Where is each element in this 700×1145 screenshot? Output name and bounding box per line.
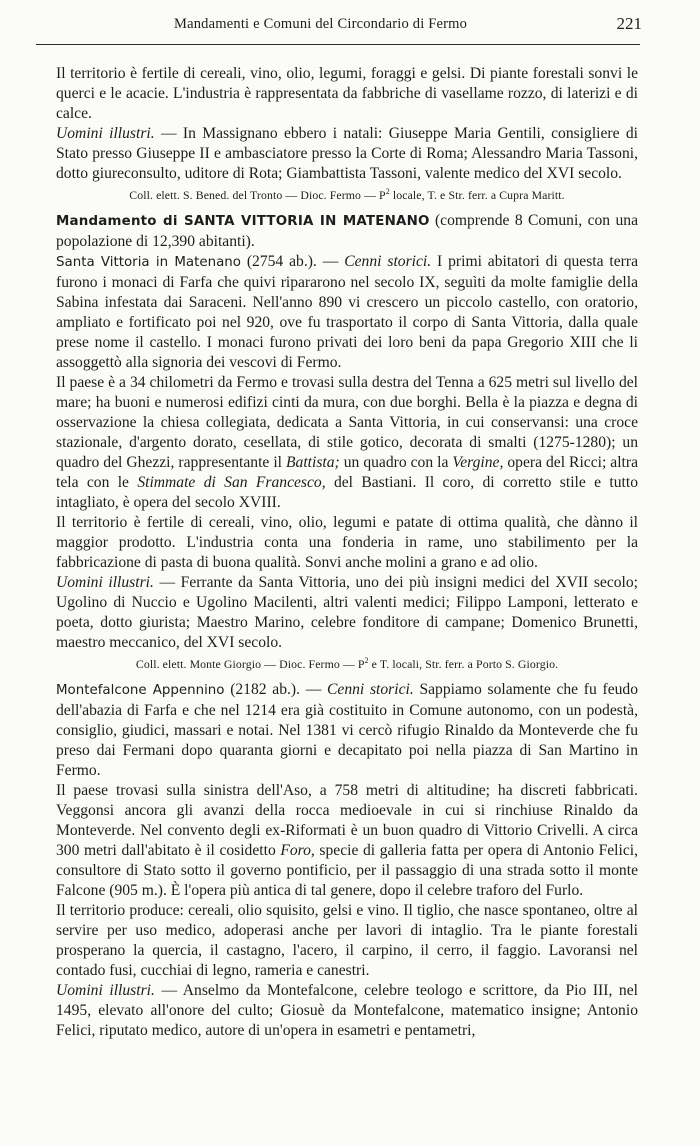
page-number: 221 (616, 14, 642, 33)
massignano-illustri: Uomini illustri. — In Massignano ebbero i natali: Giuseppe Maria Gentili, consigliere di Stato presso Giuseppe II e ambasciatore presso la Corte di Roma; Alessandro Maria Tassoni, dotto giureconsulto, uditore di Rota; Giambattista Tassoni, valente medico del XVI secolo. (56, 125, 638, 182)
page-body (56, 64, 638, 1041)
santa-vittoria-note: Coll. elett. Monte Giorgio — Dioc. Fermo — $P^2$ e T. locali, Str. ferr. a Porto S. Giorgio. (135, 656, 559, 671)
montefalcone-territorio: Il territorio produce: cereali, olio squisito, gelsi e vino. Il tiglio, che nasce spontaneo, oltre al servire per uso medico, adoperasi anche per lavori di intaglio. Tra le piante forestali prosperano la quercia, il castagno, l'acero, il carpino, il cerro, il faggio. Lavoransi nel contado fusi, cucchiai di legno, rameria e canestri. (56, 902, 638, 979)
montefalcone-paese: Il paese trovasi sulla sinistra dell'Aso, a 758 metri di altitudine; ha discreti fabbricati. Veggonsi ancora gli avanzi della rocca medioevale in cui si rinchiuse Rinaldo da Monteverde. Nel convento degli ex-Riformati è un buon quadro di Vittorio Crivelli. A circa 300 metri dall'abitato è il cosidetto Foro, specie di galleria fatta per opera di Antonio Felici, consultore di Stato sotto il governo pontificio, per il passaggio di una strada sotto il monte Falcone (905 m.). È l'opera più antica di tal genere, dopo il celebre traforo del Furlo. (56, 782, 638, 899)
santa-vittoria-territorio: Il territorio è fertile di cereali, vino, olio, legumi e patate di ottima qualità, che dànno il maggior prodotto. L'industria conta una fonderia in rame, uno stabilimento per la fabbricazione di pasta di buona qualità. Sonvi anche molini a grano e ad olio. (56, 514, 638, 571)
santa-vittoria-cenni: Santa Vittoria in Matenano (2754 ab.). — Cenni storici. I primi abitatori di questa terra furono i monaci di Farfa che quivi ripararono nel secolo IX, seguìti da molte famiglie della Sabina infestata dai Saraceni. Nell'anno 890 vi crescero un piccolo castello, con oratorio, ampliato e fortificato poi nel 920, ove fu trasportato il corpo di Santa Vittoria, dalla quale prese nome il castello. I monaci furono privati dei loro beni da papa Gregorio XIII che li assoggettò alla signoria dei vescovi di Fermo. (56, 253, 638, 371)
massignano-territory: Il territorio è fertile di cereali, vino, olio, legumi, foraggi e gelsi. Di piante forestali sonvi le querci e le acacie. L'industria è rappresentata da fabbriche di vasellame rozzo, di laterizi e di calce. (56, 65, 638, 122)
mandamento-heading: Mandamento di SANTA VITTORIA IN MATENANO (comprende 8 Comuni, con una popolazione di 12,390 abitanti). (56, 212, 638, 250)
running-header (36, 14, 640, 36)
montefalcone-illustri: Uomini illustri. — Anselmo da Montefalcone, celebre teologo e scrittore, da Pio III, nel 1495, elevato all'onore del culto; Giosuè da Montefalcone, matematico insigne; Antonio Felici, riputato medico, autore di un'opera in esametri e pentametri, (56, 982, 638, 1039)
santa-vittoria-paese: Il paese è a 34 chilometri da Fermo e trovasi sulla destra del Tenna a 625 metri sul livello del mare; ha buoni e numerosi edifizi cinti da mura, con due borghi. Bella è la piazza e degna di osservazione la chiesa collegiata, dedicata a Santa Vittoria, in cui conservansi: una croce stazionale, d'argento dorato, cesellata, di stile gotico, decorata di smalti (1275-1280); un quadro del Ghezzi, rappresentante il Battista; un quadro con la Vergine, opera del Ricci; altra tela con le Stimmate di San Francesco, del Bastiani. Il coro, di corretto stile e tutto intagliato, è opera del secolo XVIII. (56, 374, 638, 511)
massignano-note: Coll. elett. S. Bened. del Tronto — Dioc. Fermo — $P^2$ locale, T. e Str. ferr. a Cupra Maritt. (129, 187, 565, 202)
montefalcone-cenni: Montefalcone Appennino (2182 ab.). — Cenni storici. Sappiamo solamente che fu feudo dell'abazia di Farfa e che nel 1214 era già costituito in Comune autonomo, con un podestà, consiglio, giudici, massari e notai. Nel 1381 vi cercò rifugio Rinaldo da Monteverde che fu preso dai Fermani dopo quaranta giorni e decapitato poi nella piazza di San Martino in Fermo. (56, 681, 639, 779)
santa-vittoria-illustri: Uomini illustri. — Ferrante da Santa Vittoria, uno dei più insigni medici del XVII secolo; Ugolino di Nuccio e Ugolino Macilenti, altri valenti medici; Filippo Lamponi, letterato e poeta, dotto giurista; Maestro Marino, celebre fonditore di campane; Domenico Brunetti, maestro meccanico, del XVI secolo. (56, 574, 638, 651)
header-rule (36, 44, 640, 45)
header-title: Mandamenti e Comuni del Circondario di Fermo (174, 16, 468, 32)
